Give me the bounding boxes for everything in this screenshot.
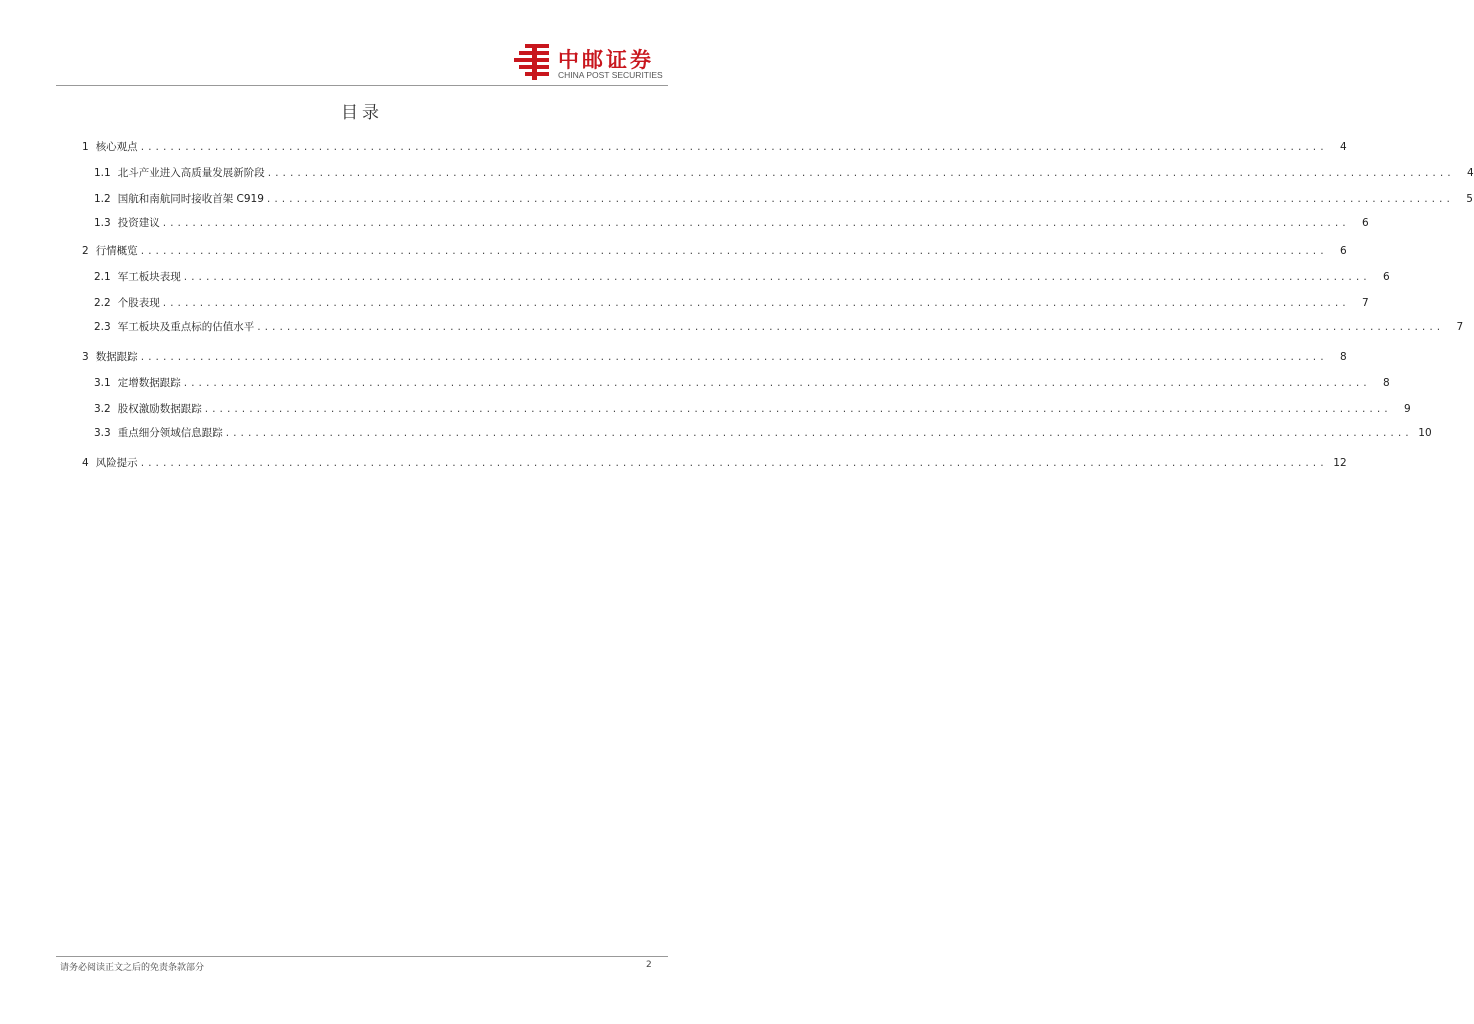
toc-dot-leader: ................................................................................................................................................................ (139, 247, 1327, 257)
toc-dot-leader: ................................................................................................................................................................ (256, 323, 1444, 333)
toc-entry-title: 股权激励数据跟踪 (117, 403, 202, 415)
toc-dot-leader: ................................................................................................................................................................ (266, 169, 1454, 179)
toc-entry-page: 6 (1339, 245, 1347, 257)
toc-entry-number: 2.2 (94, 297, 111, 309)
toc-entry-title: 核心观点 (95, 141, 138, 153)
toc-entry-page: 7 (1361, 297, 1369, 309)
toc-dot-leader: ................................................................................................................................................................ (139, 353, 1327, 363)
toc-entry-title: 重点细分领域信息跟踪 (117, 427, 223, 439)
toc-entry-title: 个股表现 (117, 297, 160, 309)
toc-entry[interactable] (82, 140, 1347, 155)
toc-entry-title: 军工板块表现 (117, 271, 181, 283)
toc-entry-title: 国航和南航同时接收首架 C919 (117, 193, 264, 205)
toc-dot-leader: ................................................................................................................................................................ (265, 195, 1453, 205)
toc-entry-title: 北斗产业进入高质量发展新阶段 (117, 167, 265, 179)
toc-entry-number: 2 (82, 245, 89, 257)
toc-entry-number: 3 (82, 351, 89, 363)
toc-entry-page: 6 (1361, 217, 1369, 229)
toc-entry-number: 2.3 (94, 321, 111, 333)
toc-entry-number: 3.2 (94, 403, 111, 415)
toc-entry-page: 9 (1403, 403, 1411, 415)
toc-entry[interactable] (94, 270, 1390, 285)
toc-entry-number: 1 (82, 141, 89, 153)
toc-dot-leader: ................................................................................................................................................................ (224, 429, 1412, 439)
toc-entry-page: 8 (1339, 351, 1347, 363)
toc-dot-leader: ................................................................................................................................................................ (139, 459, 1327, 469)
toc-entry[interactable] (94, 426, 1432, 441)
toc-entry-page: 8 (1382, 377, 1390, 389)
header-divider (56, 85, 668, 86)
toc-entry-number: 4 (82, 457, 89, 469)
toc-entry-number: 1.3 (94, 217, 111, 229)
china-post-logo-icon (512, 42, 552, 82)
toc-entry-page: 6 (1382, 271, 1390, 283)
toc-entry-title: 投资建议 (117, 217, 160, 229)
toc-entry[interactable] (94, 376, 1390, 391)
toc-entry[interactable] (94, 402, 1411, 417)
toc-entry-page: 4 (1466, 167, 1474, 179)
toc-entry-title: 军工板块及重点标的估值水平 (117, 321, 255, 333)
footer-disclaimer: 请务必阅读正文之后的免责条款部分 (60, 963, 205, 973)
toc-entry-page: 7 (1456, 321, 1464, 333)
toc-dot-leader: ................................................................................................................................................................ (161, 219, 1349, 229)
brand-name-cn: 中邮证券 (558, 48, 654, 72)
toc-entry-number: 1.1 (94, 167, 111, 179)
toc-dot-leader: ................................................................................................................................................................ (182, 379, 1370, 389)
toc-entry[interactable] (94, 216, 1369, 231)
toc-entry-title: 风险提示 (95, 457, 138, 469)
toc-entry-title: 数据跟踪 (95, 351, 138, 363)
toc-entry[interactable] (94, 192, 1473, 207)
toc-entry[interactable] (94, 320, 1464, 335)
toc-dot-leader: ................................................................................................................................................................ (182, 273, 1370, 283)
toc-dot-leader: ................................................................................................................................................................ (139, 143, 1327, 153)
toc-title: 目录 (341, 103, 383, 123)
toc-entry-number: 1.2 (94, 193, 111, 205)
toc-entry-page: 5 (1466, 193, 1473, 205)
toc-entry[interactable] (82, 244, 1347, 259)
toc-entry-number: 3.1 (94, 377, 111, 389)
toc-entry-number: 2.1 (94, 271, 111, 283)
footer-divider (56, 956, 668, 957)
toc-entry[interactable] (82, 350, 1347, 365)
toc-entry[interactable] (82, 456, 1347, 471)
toc-entry-title: 行情概览 (95, 245, 138, 257)
toc-dot-leader: ................................................................................................................................................................ (161, 299, 1349, 309)
toc-entry[interactable] (94, 166, 1474, 181)
toc-entry-page: 10 (1418, 427, 1432, 439)
brand-name-en: CHINA POST SECURITIES (558, 70, 663, 80)
toc-entry-page: 4 (1339, 141, 1347, 153)
page-header (0, 0, 724, 90)
toc-entry-number: 3.3 (94, 427, 111, 439)
toc-entry-page: 12 (1333, 457, 1347, 469)
toc-dot-leader: ................................................................................................................................................................ (203, 405, 1391, 415)
footer-page-number: 2 (646, 960, 652, 970)
toc-entry[interactable] (94, 296, 1369, 311)
toc-entry-title: 定增数据跟踪 (117, 377, 181, 389)
